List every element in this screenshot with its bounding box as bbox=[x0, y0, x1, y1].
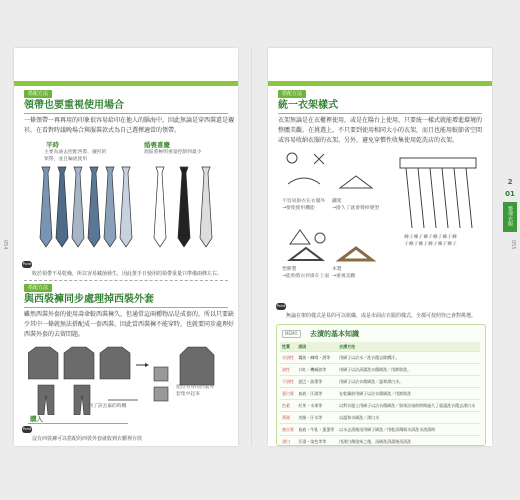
knowledge-badge: MEMO bbox=[282, 330, 301, 338]
table-row bbox=[280, 376, 480, 388]
top-green-bar bbox=[14, 81, 238, 86]
right-page bbox=[268, 48, 492, 446]
table-cell: 用刷子以沾清潔洗衣精刷洗／用卸妝洗。 bbox=[337, 364, 480, 376]
caption-ok-left-1: 塑膠製 bbox=[282, 267, 297, 272]
right-body-line-2: 整體美觀。在挑選上，不只要到使用相同大小的衣架，而且也能用較節省空間 bbox=[278, 127, 483, 134]
section-label: 搭配方法 bbox=[24, 90, 52, 98]
table-cell: 皮脂・汗水等 bbox=[296, 412, 337, 424]
hangers-illustration bbox=[280, 148, 490, 288]
caption-no-left-2: →要使使用機能 bbox=[282, 206, 315, 211]
closet-caption-2: 套集中起來 bbox=[176, 392, 200, 397]
table-cell: 以水去漬後再用刷子刷洗／用乾清劑與水清洗水溶漬時 bbox=[337, 424, 480, 436]
table-row bbox=[280, 436, 480, 448]
table-cell: 複合質 bbox=[280, 424, 296, 436]
column-caption-ceremony: 週區將極明重量控制到最少 bbox=[144, 150, 202, 155]
table-cell: 醬油・咖啡・酒等 bbox=[296, 352, 337, 364]
table-cell: 不溶性 bbox=[280, 376, 296, 388]
table-cell: 用漂白劑塗抹之後，再刷洗清潔後再清洗 bbox=[337, 436, 480, 448]
body-line-2: 衫，在看對時議晚場合與服裝款式為自己選擇適當的領帶。 bbox=[24, 127, 181, 134]
section-label-2: 搭配方法 bbox=[24, 284, 52, 292]
table-header: 原因 bbox=[296, 342, 337, 352]
separator bbox=[24, 280, 228, 281]
table-cell: 用刷子以沾衣精刷洗／溫和漂白水。 bbox=[337, 376, 480, 388]
buy-line bbox=[28, 423, 128, 424]
buy-label: 購入 bbox=[30, 415, 43, 423]
knowledge-title: 去漬的基本知識 bbox=[310, 330, 359, 338]
top-green-bar-right bbox=[268, 81, 492, 86]
hanger-label-1: 褲子褲子褲子褲子褲子褲 bbox=[404, 235, 457, 240]
table-cell: 汗漬・染色等等 bbox=[296, 436, 337, 448]
table-header-row bbox=[280, 342, 480, 352]
spine-fold bbox=[251, 48, 252, 446]
body2-line-3: 西裝外套的去留問題。 bbox=[24, 331, 85, 338]
point-text-2: 沒有西裝褲可以搭配的西裝外套就收到衣櫃裡存放 bbox=[32, 436, 143, 442]
section-label-right: 搭配方法 bbox=[278, 90, 306, 98]
chapter-number: 2 bbox=[507, 178, 513, 186]
table-header: 去漬方法 bbox=[337, 342, 480, 352]
caption-ok-mid-2: →重視美觀 bbox=[332, 274, 356, 279]
point-text: 收於領帶不易乾燥，所以容易藏菌發生，因此推手日使用的領帶重量只準備兩條左右。 bbox=[32, 271, 223, 277]
title-underline-2 bbox=[24, 307, 228, 308]
table-row bbox=[280, 400, 480, 412]
table-cell: 色素 bbox=[280, 400, 296, 412]
table-row bbox=[280, 352, 480, 364]
left-page bbox=[14, 48, 238, 446]
right-body-line-1: 衣架無論是在衣櫃裡使用，或是在陽台上使用，只要統一樣式就能增進環境的 bbox=[278, 117, 483, 124]
point-text-right: 無論在架的樣式是易的可以組織，或是市面店衣服的樣式，全都可按照你已會對挑選。 bbox=[286, 313, 477, 319]
body2-line-2: 少其中一條就無法搭配成一套西裝。因此當西裝褲不能穿時，也就要同步處理好 bbox=[24, 321, 235, 328]
section-title-2: 與西裝褲同步處理掉西裝外套 bbox=[24, 294, 154, 305]
table-row bbox=[280, 364, 480, 376]
table-row bbox=[280, 412, 480, 424]
section-title-right: 統一衣架樣式 bbox=[278, 100, 338, 111]
body2-line-1: 雖然西裝外套的使用壽命較西裝褲久，但通常這兩種物品是成套的，所以只要缺 bbox=[24, 311, 235, 318]
column-title-ceremony: 婚喪喜慶 bbox=[144, 141, 170, 149]
table-cell: 漂白 bbox=[280, 436, 296, 448]
closet-caption-1: 把沒有穿的西裝外 bbox=[176, 385, 215, 390]
stain-table bbox=[280, 342, 480, 448]
table-cell: 用刷子以沾水／洗衣精去除髒汙。 bbox=[337, 352, 480, 364]
column-title-daily: 平時 bbox=[46, 141, 59, 149]
table-cell: 油性 bbox=[280, 364, 296, 376]
section-title: 領帶也要重視使用場合 bbox=[24, 100, 124, 111]
ties-illustration bbox=[34, 163, 224, 255]
table-cell: 血液・牛乳・蛋蛋等 bbox=[296, 424, 337, 436]
column-caption-daily-2: 領帶，並且輪流使用 bbox=[44, 157, 88, 162]
suits-illustration bbox=[28, 345, 228, 415]
right-body-line-3: 或容易收納衣服的衣架。另外，避免穿慣性收集使用乾洗店的衣架。 bbox=[278, 137, 459, 144]
table-cell: 黃斑 bbox=[280, 412, 296, 424]
hanger-label-2: 子褲子褲子褲子褲子褲子 bbox=[404, 242, 457, 247]
table-cell: 紅茶・水果等 bbox=[296, 400, 337, 412]
table-cell: 以對衣服上用刷子以沾衣精刷洗／如果沾染的時間過久了就還洗衣精去漂白水 bbox=[337, 400, 480, 412]
table-cell: 水溶性 bbox=[280, 352, 296, 364]
body-line-1: 一條領帶一再再用的印象很容易給印在他人的腦海中，因此無論是穿西裝還是襯 bbox=[24, 117, 235, 124]
table-cell: 蛋白質 bbox=[280, 388, 296, 400]
caption-no-mid-1: 鐵架 bbox=[332, 199, 342, 204]
table-cell: 血液・汗漬等 bbox=[296, 388, 337, 400]
table-cell: 在乾燥前用刷子以沾衣精刷洗／用卸妝洗 bbox=[337, 388, 480, 400]
table-cell: 口紅・機械油等 bbox=[296, 364, 337, 376]
pants-caption: 到了該丟棄的時機 bbox=[88, 404, 127, 409]
point-badge: Point bbox=[22, 262, 32, 266]
caption-no-left-1: 不容易掛衣在衣服外 bbox=[282, 199, 326, 204]
page-number-left: 054 bbox=[2, 240, 8, 250]
table-row bbox=[280, 424, 480, 436]
title-underline bbox=[24, 113, 228, 114]
caption-ok-left-2: →能夠將衣衫掛在上面 bbox=[282, 274, 330, 279]
point-badge-2: Point bbox=[22, 427, 32, 431]
page-number-right: 055 bbox=[510, 240, 516, 250]
table-row bbox=[280, 388, 480, 400]
table-cell: 以溫和水刷洗／漂白水 bbox=[337, 412, 480, 424]
table-cell: 泥巴・油墨等 bbox=[296, 376, 337, 388]
chapter-tab-text: 整理衣服 bbox=[507, 206, 513, 226]
caption-no-mid-2: →掛久了就會彎掉變型 bbox=[332, 206, 380, 211]
section-number: 01 bbox=[505, 190, 515, 198]
caption-ok-mid-1: 木製 bbox=[332, 267, 342, 272]
column-caption-daily-1: 主要為通去控配西裝、襯衫的 bbox=[44, 150, 107, 155]
point-badge-right: Point bbox=[276, 304, 286, 308]
title-underline-right bbox=[278, 113, 482, 114]
table-header: 性質 bbox=[280, 342, 296, 352]
